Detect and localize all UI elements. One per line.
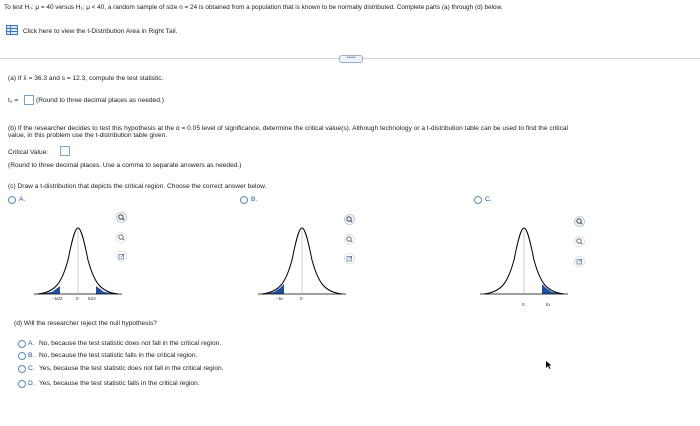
option-d-c-letter: C. <box>28 365 35 372</box>
option-a-label: A. <box>19 196 26 203</box>
option-d-a-text: No, because the test statistic does not fall in the critical region. <box>39 340 222 347</box>
part-b-answer-label: Critical Value: <box>8 149 49 156</box>
part-d-question: (d) Will the researcher reject the null hypothesis? <box>14 320 157 327</box>
option-c-radio[interactable] <box>474 196 482 204</box>
t-table-link-text[interactable]: Click here to view the t-Distribution Area in Right Tail. <box>22 28 178 35</box>
option-d-d-text: Yes, because the test statistic falls in the critical region. <box>39 380 200 387</box>
option-d-a-letter: A. <box>28 340 35 347</box>
option-d-b-radio[interactable] <box>18 352 26 360</box>
option-c-label: C. <box>485 196 492 203</box>
option-d-d-letter: D. <box>28 380 35 387</box>
expand-button[interactable]: ••••• <box>339 55 363 63</box>
t-table-link[interactable] <box>6 25 177 35</box>
graph-a-left-tail <box>38 286 60 294</box>
part-b-hint: (Round to three decimal places. Use a comma to separate answers as needed.) <box>8 162 242 169</box>
zoom-in-icon[interactable] <box>574 216 585 227</box>
part-c-question: (c) Draw a t-distribution that depicts the critical region. Choose the correct answer below. <box>8 183 267 190</box>
option-d-c-radio[interactable] <box>18 365 26 373</box>
option-b-radio[interactable] <box>240 196 248 204</box>
option-d-a-radio[interactable] <box>18 340 26 348</box>
zoom-in-icon[interactable] <box>344 214 355 225</box>
critical-value-input[interactable] <box>60 146 70 156</box>
graph-a-tick-zero: 0 <box>76 296 79 301</box>
problem-statement: To test H₀: μ = 40 versus H₁: μ < 40, a random sample of size n = 24 is obtained from a population that is known to be normally distributed. Complete parts (a) through (d) below. <box>4 4 503 11</box>
graph-a-right-tail <box>96 286 118 294</box>
option-d-b-letter: B. <box>28 352 35 359</box>
open-in-new-icon[interactable] <box>344 253 355 264</box>
graph-a <box>34 220 154 300</box>
open-in-new-icon[interactable] <box>116 251 127 262</box>
table-icon <box>6 25 18 35</box>
graph-c-tick-zero: 0 <box>522 302 525 307</box>
graph-c-tick-right: tα <box>546 302 550 307</box>
option-d-d-radio[interactable] <box>18 380 26 388</box>
option-a-radio[interactable] <box>8 196 16 204</box>
part-a-answer-label: t₀ = <box>8 97 19 104</box>
zoom-out-icon[interactable] <box>574 236 585 247</box>
graph-a-tick-left: −tα/2 <box>52 296 63 301</box>
graph-b <box>258 220 378 300</box>
part-b-question-2: value, in this problem use the t-distribution table given. <box>8 132 168 139</box>
graph-b-tick-left: −tα <box>276 296 283 301</box>
mouse-cursor-icon <box>546 361 552 369</box>
zoom-in-icon[interactable] <box>116 212 127 223</box>
graph-b-tick-zero: 0 <box>300 296 303 301</box>
test-statistic-input[interactable] <box>24 95 34 105</box>
part-b-question-1: (b) If the researcher decides to test this hypothesis at the α = 0.05 level of significance, determine the critical value(s). Although technology or a t-distribution table can be used to find the critical <box>8 125 569 132</box>
zoom-out-icon[interactable] <box>344 234 355 245</box>
option-b-label: B. <box>251 196 258 203</box>
part-a-hint: (Round to three decimal places as needed.) <box>36 97 164 104</box>
zoom-out-icon[interactable] <box>116 232 127 243</box>
graph-a-tick-right: tα/2 <box>88 296 96 301</box>
option-d-b-text: No, because the test statistic falls in the critical region. <box>39 352 198 359</box>
option-d-c-text: Yes, because the test statistic does not fall in the critical region. <box>39 365 224 372</box>
open-in-new-icon[interactable] <box>574 256 585 267</box>
part-a-question: (a) If x̄ = 36.3 and s = 12.3, compute the test statistic. <box>8 75 164 82</box>
